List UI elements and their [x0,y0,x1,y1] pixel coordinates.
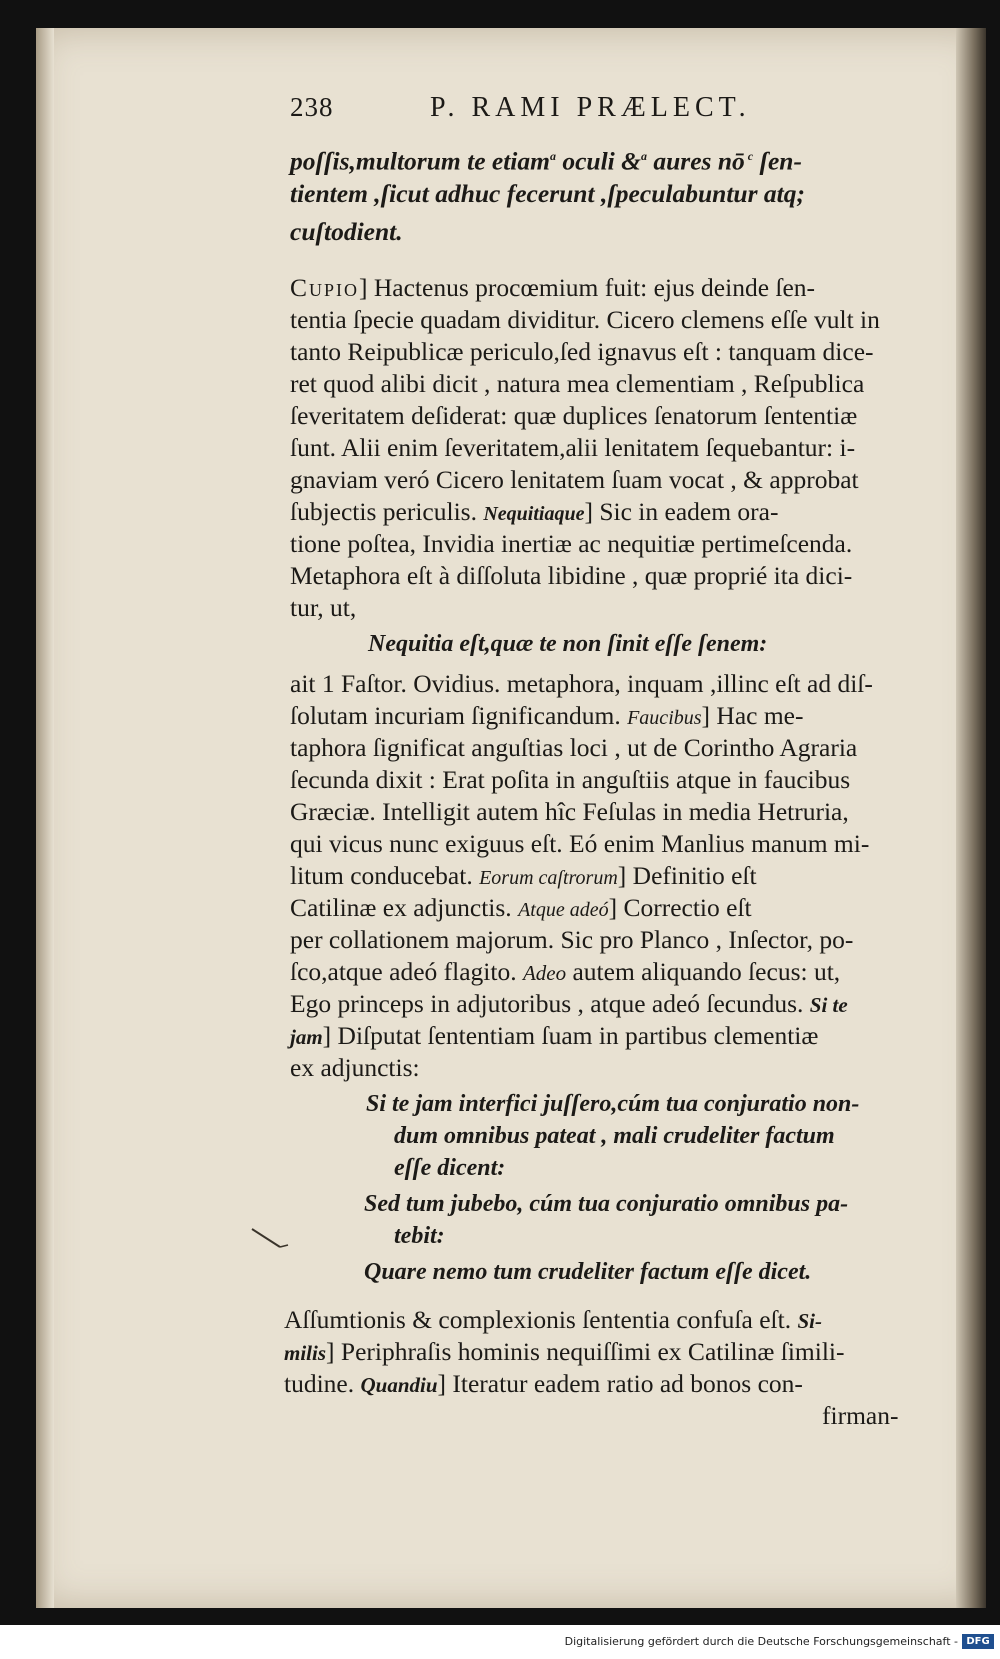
page-number: 238 [290,92,334,122]
text-line: ſubjectis periculis. Nequitiaque] Sic in eadem ora- [290,497,779,526]
text-line: ſco,atque adeó flagito. Adeo autem aliquando ſecus: ut, [290,957,841,986]
text-line: ſeveritatem deſiderat: quæ duplices ſenatorum ſententiæ [290,401,858,430]
text-line: ſunt. Alii enim ſeveritatem,alii lenitatem ſequebantur: i- [290,433,856,462]
text-line: gnaviam veró Cicero lenitatem ſuam vocat , & approbat [290,465,859,494]
verse-line: dum omnibus pateat , mali crudeliter factum [394,1123,835,1149]
verse-line: Sed tum jubebo, cúm tua conjuratio omnibus pa- [364,1191,849,1217]
text-line: Ego princeps in adjutoribus , atque adeó ſecundus. Si te [290,989,848,1018]
text-line: poſſis,multorum te etiam$^a$ oculi &$^a$ aures nō $^c$ ſen- [290,146,802,176]
verse-line: eſſe dicent: [394,1155,506,1181]
footer-bar [0,1625,1000,1659]
verse-line: Quare nemo tum crudeliter factum eſſe dicet. [364,1259,812,1285]
text-line: taphora ſignificat anguſtias loci , ut de Corintho Agraria [290,733,858,762]
text-line: ſecunda dixit : Erat poſita in anguſtiis atque in faucibus [290,765,851,794]
text-line: cuſtodient. [290,217,403,246]
text-line: tur, ut, [290,593,357,622]
dfg-logo: DFG [962,1634,994,1649]
running-head [290,92,810,132]
text-line: tudine. Quandiu] Iteratur eadem ratio ad bonos con- [284,1369,803,1398]
verse-line: tebit: [394,1223,445,1249]
text-line: tientem ,ſicut adhuc fecerunt ,ſpeculabuntur atq; [290,179,805,208]
text-line: Metaphora eſt à diſſoluta libidine , quæ proprié ita dici- [290,561,853,590]
page-gutter-shadow [36,28,54,1608]
text-line: tentia ſpecie quadam dividitur. Cicero clemens eſſe vult in [290,305,880,334]
verse-line: Si te jam interfici juſſero,cúm tua conjuratio non- [366,1091,860,1117]
text-line: tione poſtea, Invidia inertiæ ac nequitiæ pertimeſcenda. [290,529,853,558]
text-line: ex adjunctis: [290,1053,420,1082]
page-fore-edge [956,28,986,1608]
verse-line: Nequitia eſt,quæ te non ſinit eſſe ſenem: [368,631,768,657]
running-title: P. RAMI PRÆLECT. [430,92,751,123]
text-line: Cupio] Hactenus procœmium fuit: ejus deinde ſen- [290,273,816,302]
text-line: jam] Diſputat ſententiam ſuam in partibus clementiæ [290,1021,819,1050]
text-line: Græciæ. Intelligit autem hîc Feſulas in media Hetruria, [290,797,849,826]
book-page [36,28,986,1608]
text-line: ret quod alibi dicit , natura mea clementiam , Reſpublica [290,369,865,398]
text-line: litum conducebat. Eorum caſtrorum] Definitio eſt [290,861,757,890]
text-line: Catilinæ ex adjunctis. Atque adeó] Correctio eſt [290,893,752,922]
margin-annotation-mark [250,1225,292,1253]
text-line: ait 1 Faſtor. Ovidius. metaphora, inquam ,illinc eſt ad diſ- [290,669,873,698]
catchword: firman- [822,1401,899,1430]
text-line: per collationem majorum. Sic pro Planco , Inſector, po- [290,925,854,954]
text-line: milis] Periphraſis hominis nequiſſimi ex Catilinæ ſimili- [284,1337,845,1366]
text-line: qui vicus nunc exiguus eſt. Eó enim Manlius manum mi- [290,829,870,858]
text-line: tanto Reipublicæ periculo,ſed ignavus eſt : tanquam dice- [290,337,874,366]
digitization-credit: Digitalisierung gefördert durch die Deutsche Forschungsgemeinschaft - [564,1635,958,1648]
text-line: Aſſumtionis & complexionis ſententia confuſa eſt. Si- [284,1305,822,1334]
text-line: ſolutam incuriam ſignificandum. Faucibus] Hac me- [290,701,804,730]
